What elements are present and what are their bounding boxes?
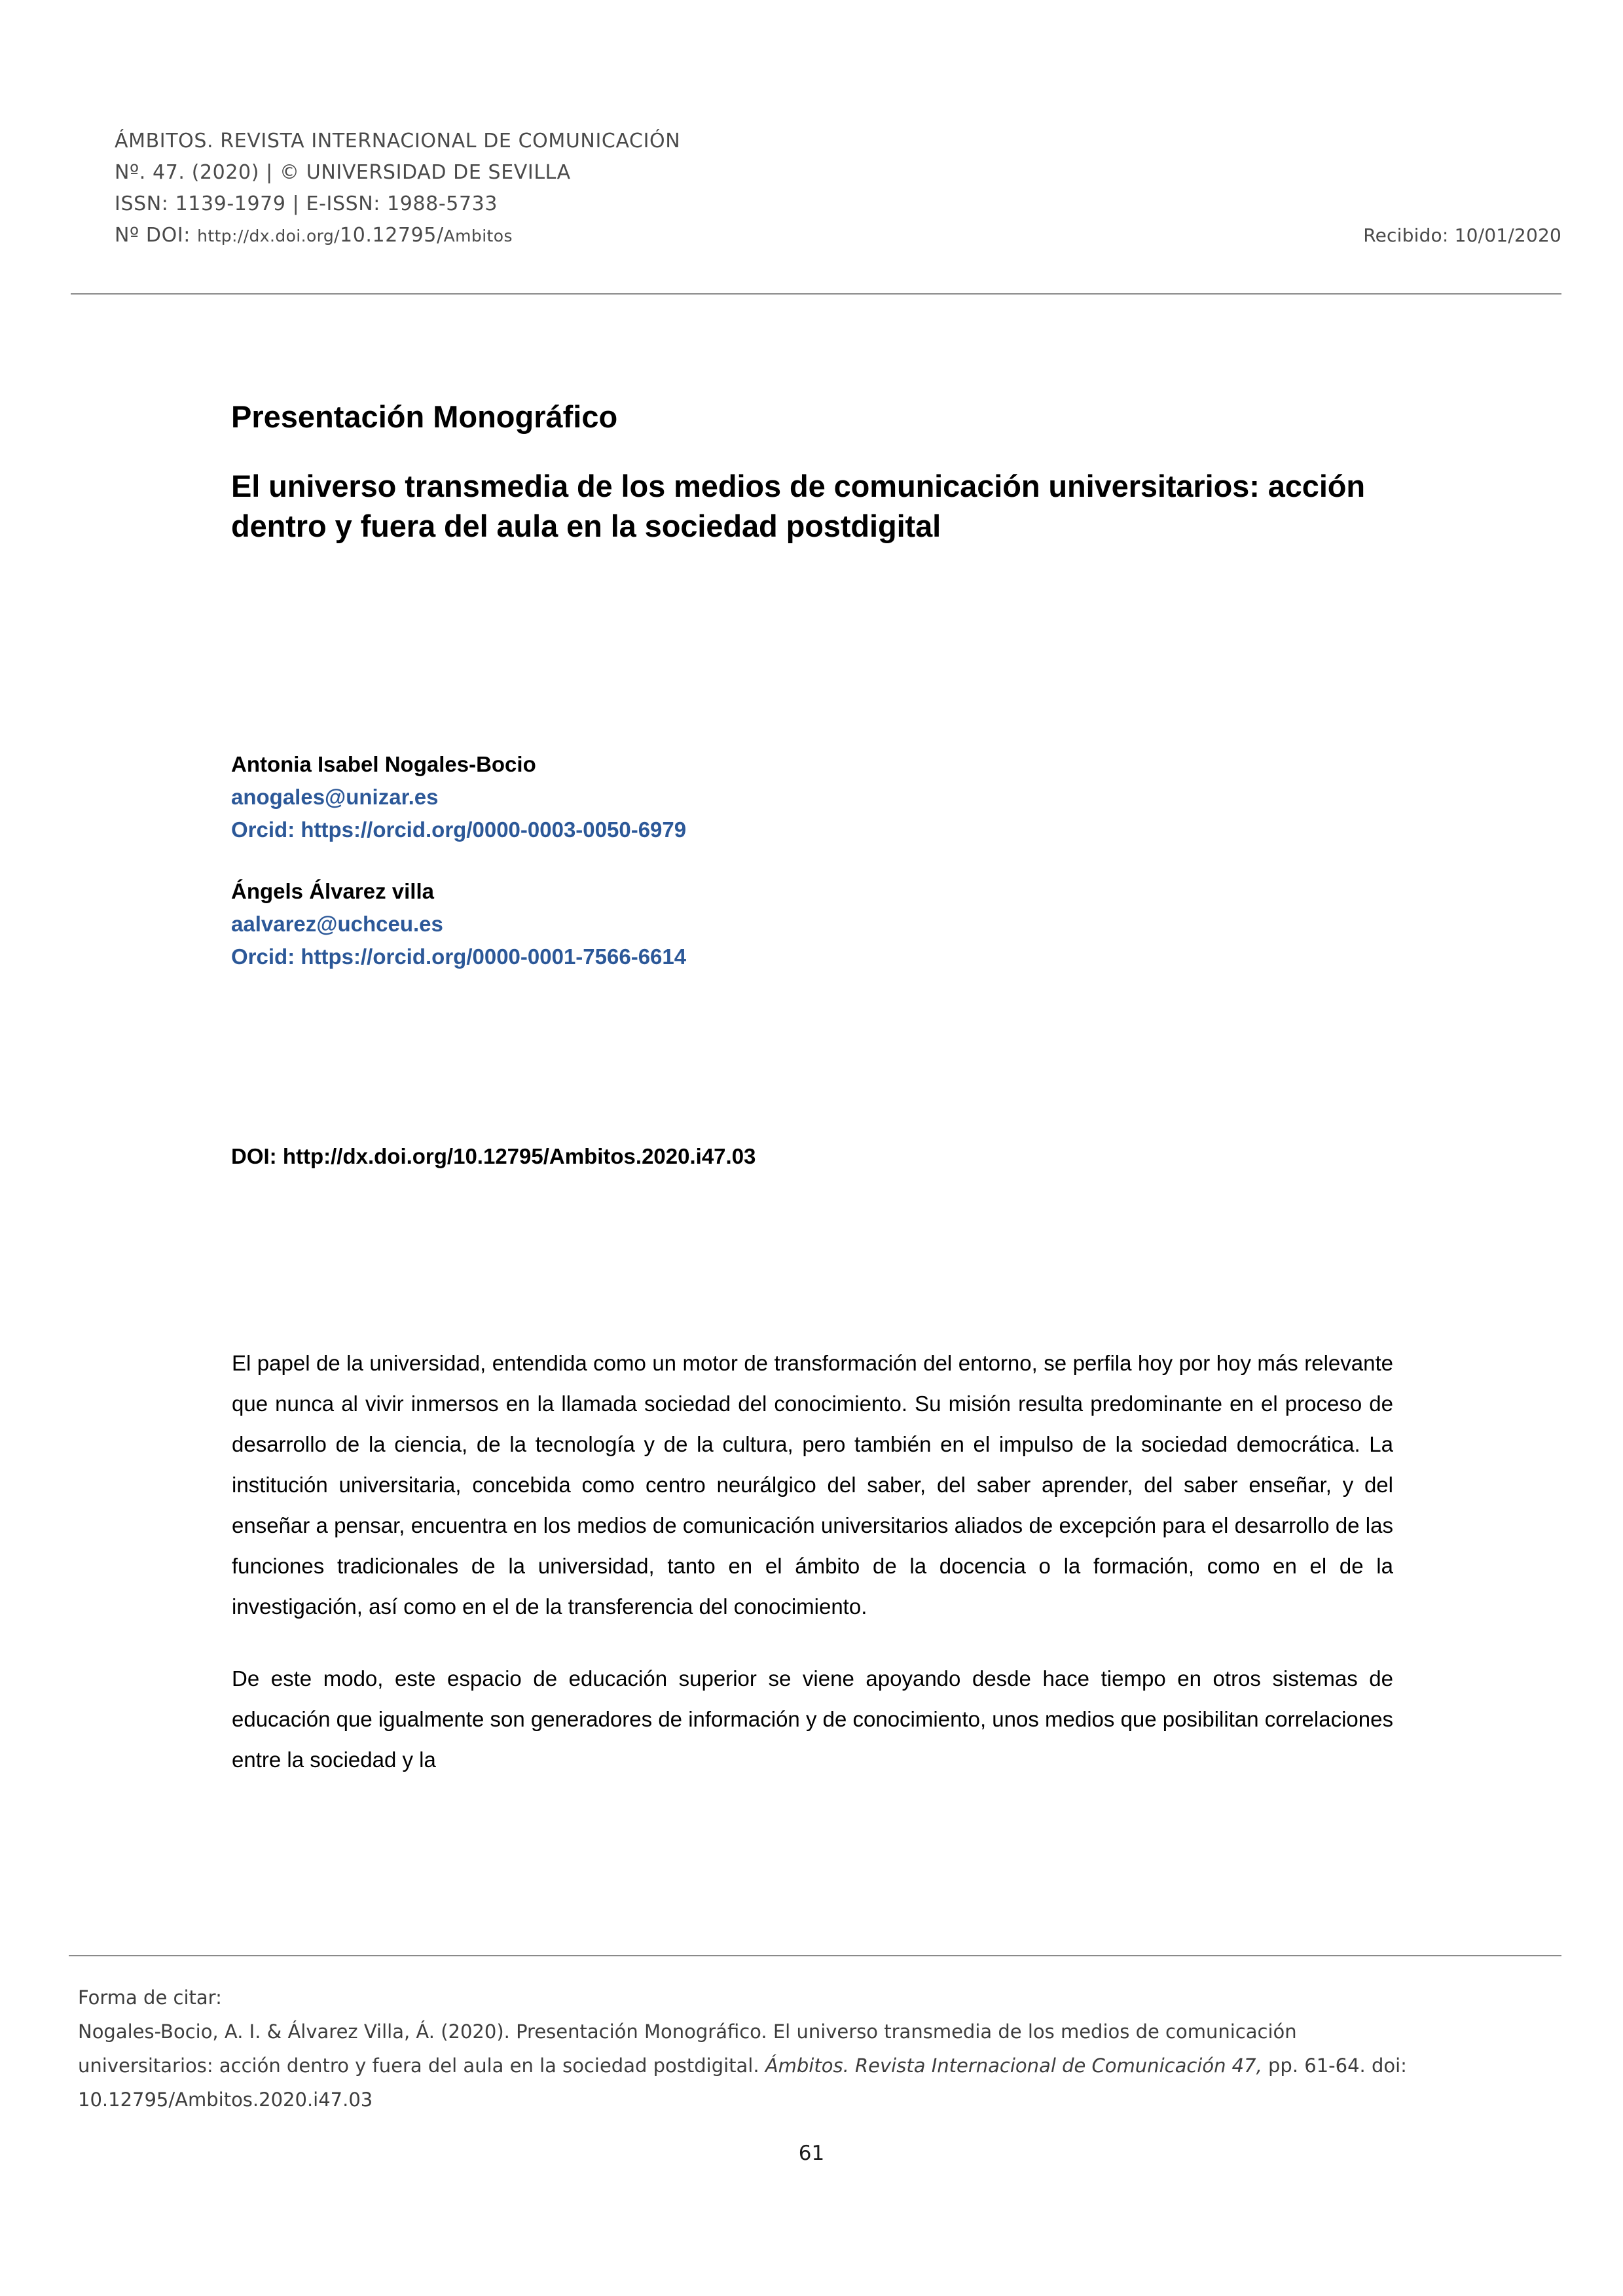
citation-journal-title: Ámbitos. Revista Internacional de Comunicación 47, — [765, 2054, 1262, 2077]
citation-part-two: pp. 61-64. doi: 10.12795/Ambitos.2020.i47.03 — [78, 2054, 1407, 2111]
author-orcid-link[interactable]: Orcid: https://orcid.org/0000-0001-7566-6614 — [231, 944, 687, 969]
page-title: El universo transmedia de los medios de comunicación universitarios: acción dentro y fuera del aula en la sociedad postdigital — [231, 469, 1366, 544]
section-kicker: Presentación Monográfico — [231, 399, 618, 434]
author-name: Antonia Isabel Nogales-Bocio — [231, 752, 536, 776]
body-paragraph: El papel de la universidad, entendida como un motor de transformación del entorno, se perfila hoy por hoy más relevante que nunca al vivir inmersos en la llamada sociedad del conocimiento. Su misión resulta predominante en el proceso de desarrollo de la ciencia, de la tecnología y de la cultura, pero también en el impulso de la sociedad democrática. La institución universitaria, concebida como centro neurálgico del saber, del saber aprender, del saber enseñar, y del enseñar a pensar, encuentra en los medios de comunicación universitarios aliados de excepción para el desarrollo de las funciones tradicionales de la universidad, tanto en el ámbito de la docencia o la formación, como en el de la investigación, así como en el de la transferencia del conocimiento. — [232, 1351, 1393, 1619]
citation-text — [78, 2015, 1417, 2117]
footer-divider — [69, 1955, 1561, 1956]
doi-suffix: Ambitos — [443, 226, 513, 245]
author-email-link[interactable]: anogales@unizar.es — [231, 785, 439, 809]
doi-label: Nº DOI: — [115, 224, 198, 247]
author-orcid-link[interactable]: Orcid: https://orcid.org/0000-0003-0050-6979 — [231, 817, 687, 842]
author-entry — [231, 875, 1403, 973]
masthead-doi-row — [115, 220, 1561, 252]
doi-url-prefix: http://dx.doi.org/ — [197, 226, 340, 245]
author-email-link[interactable]: aalvarez@uchceu.es — [231, 912, 443, 936]
author-list — [231, 748, 1403, 973]
author-name: Ángels Álvarez villa — [231, 879, 434, 903]
article-body — [232, 1343, 1393, 1780]
header-divider — [71, 293, 1561, 295]
author-entry — [231, 748, 1403, 846]
journal-masthead — [115, 126, 1561, 252]
citation-block — [78, 1981, 1417, 2117]
article-doi[interactable]: DOI: http://dx.doi.org/10.12795/Ambitos.2020.i47.03 — [231, 1144, 756, 1168]
journal-issue: Nº. 47. (2020) | © UNIVERSIDAD DE SEVILLA — [115, 161, 571, 184]
journal-name: ÁMBITOS. REVISTA INTERNACIONAL DE COMUNICACIÓN — [115, 130, 681, 152]
journal-issn: ISSN: 1139-1979 | E-ISSN: 1988-5733 — [115, 192, 498, 215]
doi-registrant: 10.12795/ — [340, 224, 444, 247]
citation-label: Forma de citar: — [78, 1986, 222, 2009]
journal-doi — [115, 220, 513, 252]
citation-part-one: Nogales-Bocio, A. I. & Álvarez Villa, Á. (2020). Presentación Monográfico. El universo transmedia de los medios de comunicación universitarios: acción dentro y fuera del aula en la sociedad postdigital. — [78, 2020, 1297, 2077]
received-date: Recibido: 10/01/2020 — [1363, 224, 1561, 246]
title-block — [231, 399, 1403, 546]
body-paragraph: De este modo, este espacio de educación superior se viene apoyando desde hace tiempo en otros sistemas de educación que igualmente son generadores de información y de conocimiento, unos medios que posibilitan correlaciones entre la sociedad y la — [232, 1666, 1393, 1772]
page-number: 61 — [798, 2142, 825, 2165]
